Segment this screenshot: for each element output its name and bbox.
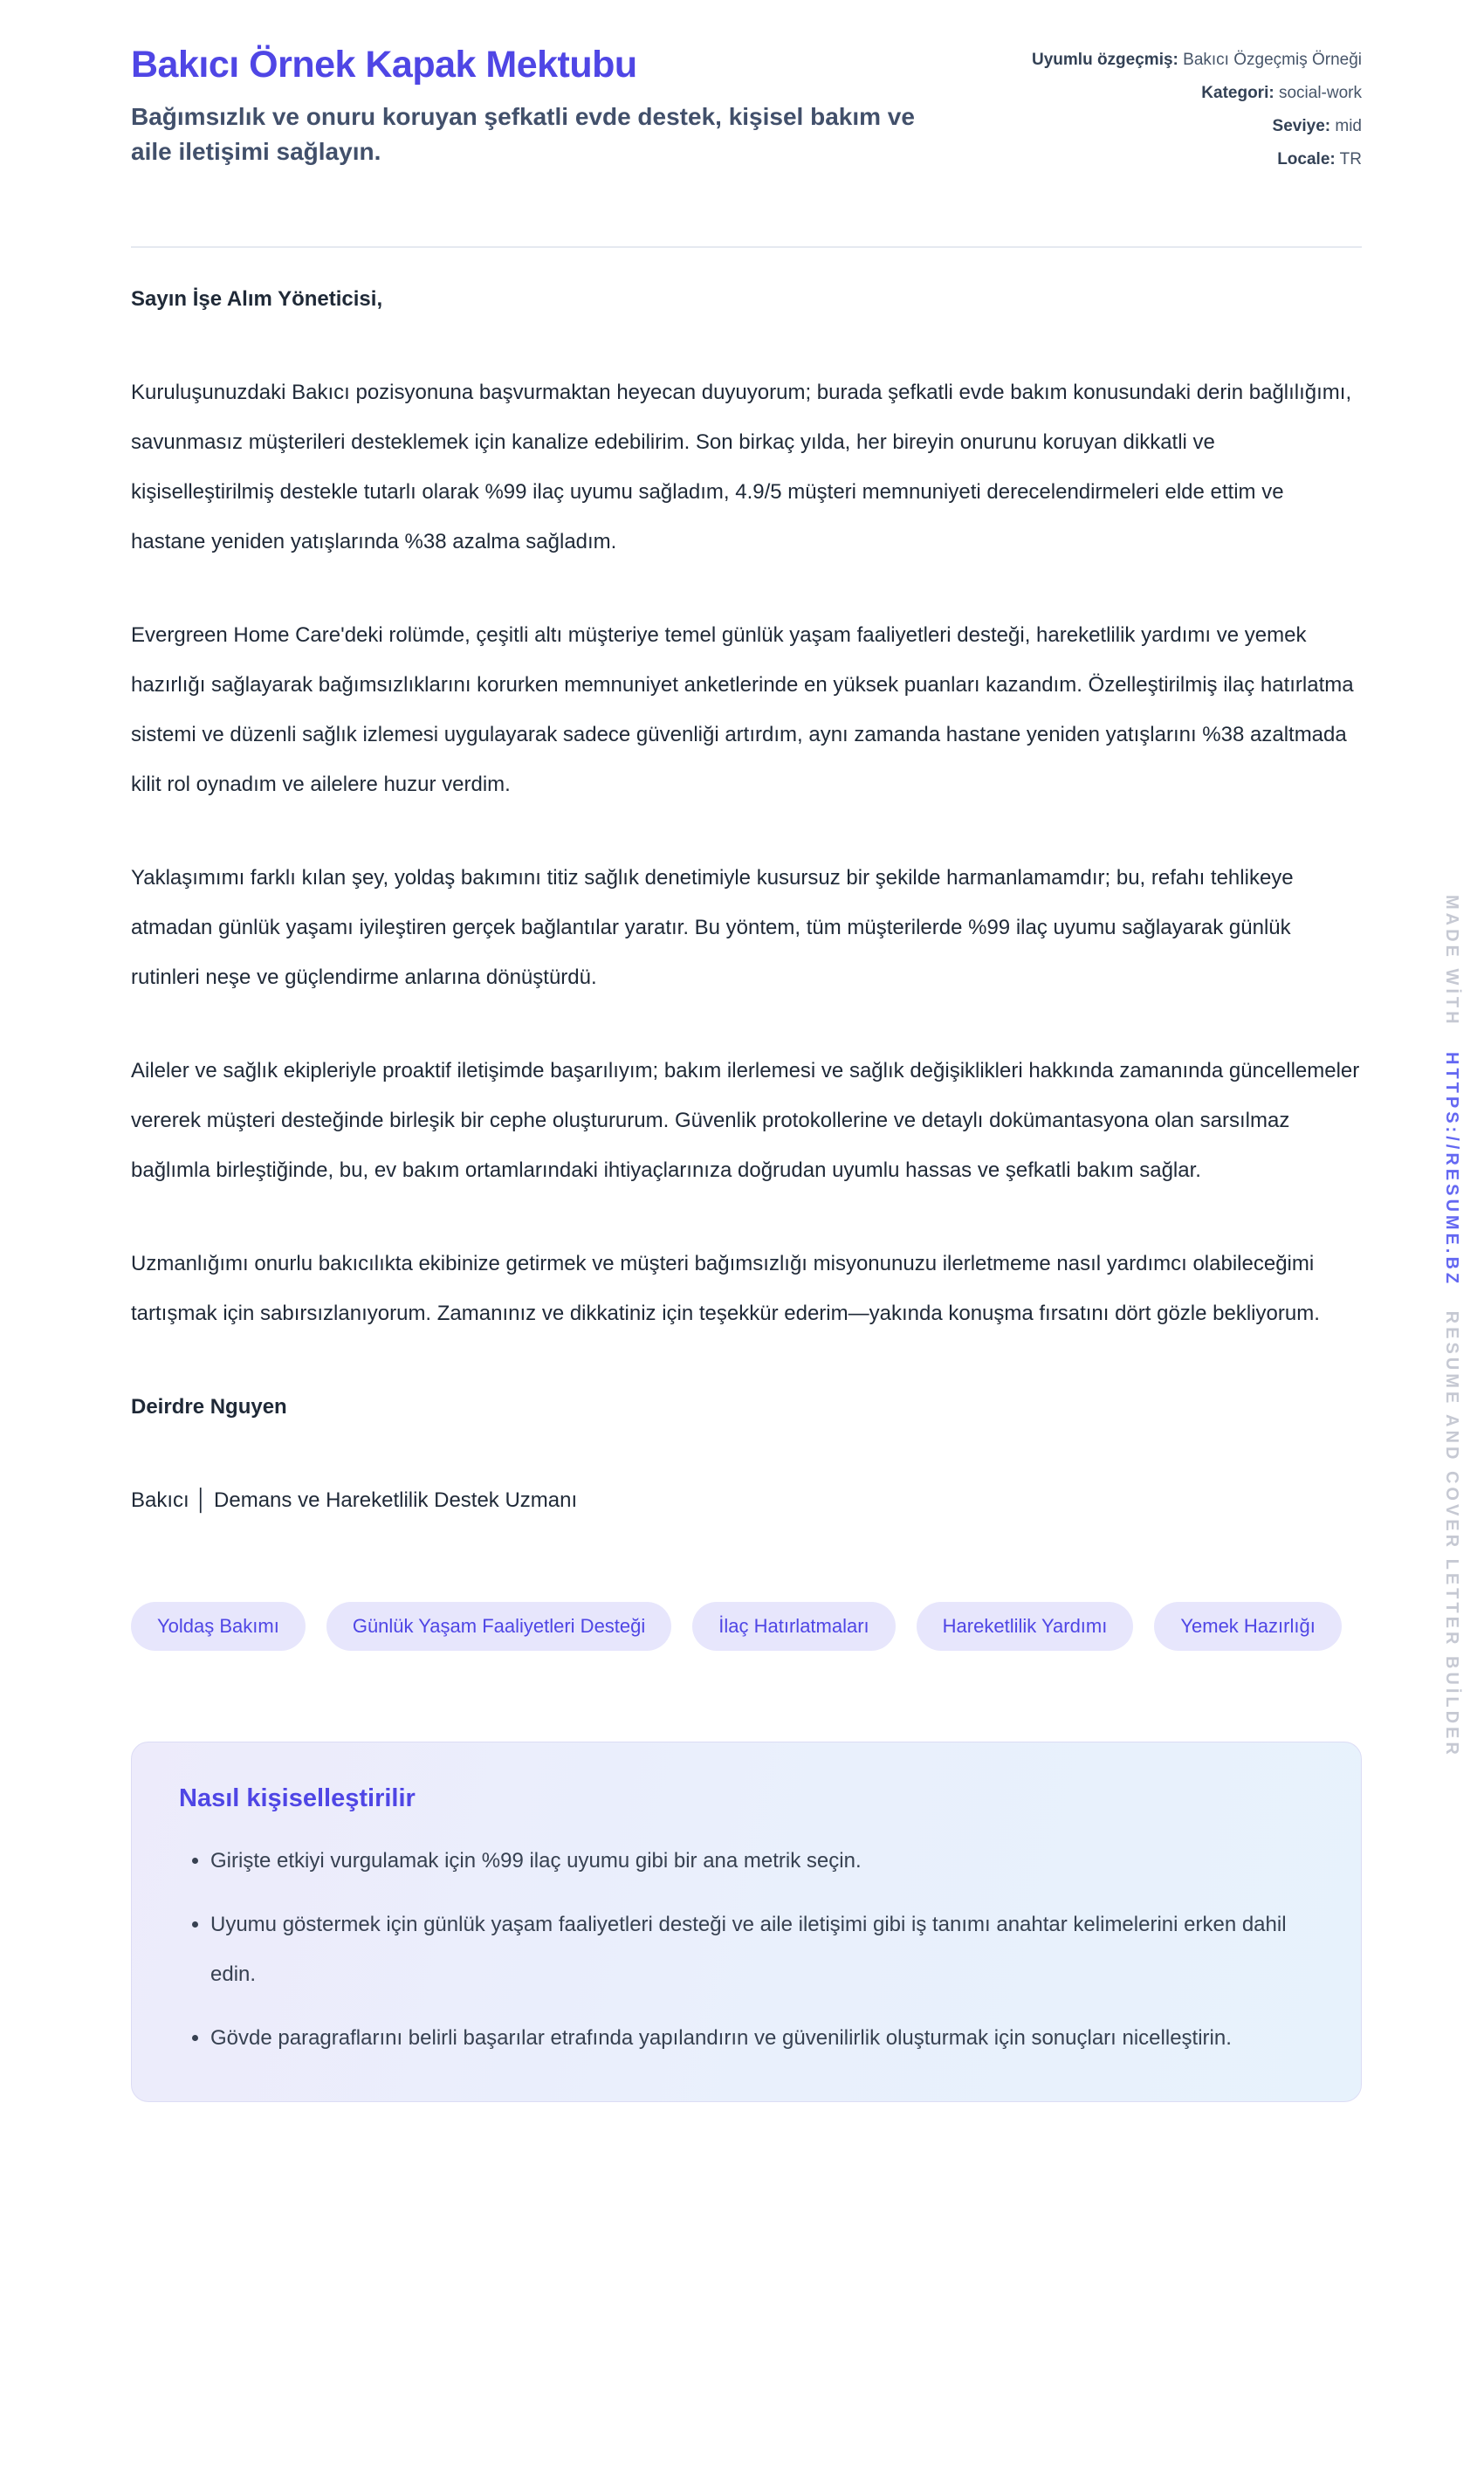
cover-letter-body [131, 274, 1362, 1525]
meta-row-category [960, 77, 1362, 110]
letter-paragraph: Uzmanlığımı onurlu bakıcılıkta ekibinize getirmek ve müşteri bağımsızlığı misyonunuzu ilerletmeme nasıl yardımcı olabileceğimi tartışmak için sabırsızlanıyorum. Zamanınız ve dikkatiniz için teşekkür ederim—yakında konuşma fırsatını dört gözle bekliyorum. [131, 1252, 1320, 1325]
meta-value: TR [1339, 150, 1362, 168]
keyword-tags [131, 1602, 1362, 1651]
meta-value: Bakıcı Özgeçmiş Örneği [1183, 51, 1362, 69]
tag-pill[interactable]: Günlük Yaşam Faaliyetleri Desteği [326, 1602, 671, 1651]
tag-pill[interactable]: Yoldaş Bakımı [131, 1602, 306, 1651]
meta-row-level [960, 110, 1362, 143]
tag-pill[interactable]: İlaç Hatırlatmaları [692, 1602, 895, 1651]
letter-paragraph: Evergreen Home Care'deki rolümde, çeşitli altı müşteriye temel günlük yaşam faaliyetleri desteği, hareketlilik yardımı ve yemek hazırlığı sağlayarak bağımsızlıklarını korurken memnuniyet anketlerinde en yüksek puanları kazandım. Özelleştirilmiş ilaç hatırlatma sistemi ve düzenli sağlık izlemesi uygulayarak sadece güvenliği artırdım, aynı zamanda hastane yeniden yatışlarını %38 azaltmada kilit rol oynadım ve ailelere huzur verdim. [131, 623, 1354, 796]
header-divider [131, 246, 1362, 248]
signature-role: Bakıcı │ Demans ve Hareketlilik Destek Uzmanı [131, 1488, 578, 1512]
meta-value: social-work [1278, 84, 1362, 102]
letter-paragraph: Yaklaşımımı farklı kılan şey, yoldaş bakımını titiz sağlık denetimiyle kusursuz bir şekilde harmanlamamdır; bu, refahı tehlikeye atmadan günlük yaşamı iyileştiren gerçek bağlantılar yaratır. Bu yöntem, tüm müşterilerde %99 ilaç uyumu sağlayarak günlük rutinleri neşe ve güçlendirme anlarına dönüştürdü. [131, 866, 1294, 989]
letter-paragraph: Aileler ve sağlık ekipleriyle proaktif iletişimde başarılıyım; bakım ilerlemesi ve sağlık değişiklikleri hakkında zamanında güncellemeler vererek müşteri desteğinde birleşik bir cephe oluştururum. Güvenlik protokollerine ve detaylı dokümantasyona olan sarsılmaz bağlımla birleştiğinde, bu, ev bakım ortamlarındaki ihtiyaçlarınıza doğrudan uyumlu hassas ve şefkatli bakım sağlar. [131, 1059, 1360, 1182]
meta-label: Kategori: [1201, 84, 1274, 102]
watermark-suffix: RESUME AND COVER LETTER BUİLDER [1442, 1310, 1461, 1758]
meta-label: Locale: [1277, 150, 1336, 168]
meta-label: Seviye: [1272, 117, 1331, 135]
signature-name: Deirdre Nguyen [131, 1395, 287, 1419]
tips-list [179, 1836, 1314, 2063]
resume-bz-link[interactable]: HTTPS://RESUME.BZ [1442, 1051, 1461, 1287]
page-subtitle: Bağımsızlık ve onuru koruyan şefkatli evde destek, kişisel bakım ve aile iletişimi sağlayın. [131, 103, 915, 166]
tag-pill[interactable]: Yemek Hazırlığı [1154, 1602, 1341, 1651]
tag-pill[interactable]: Hareketlilik Yardımı [917, 1602, 1134, 1651]
personalization-tips-card [131, 1742, 1362, 2102]
meta-label: Uyumlu özgeçmiş: [1032, 51, 1178, 69]
tips-card-title: Nasıl kişiselleştirilir [179, 1784, 416, 1812]
meta-row-matching-resume [960, 44, 1362, 77]
meta-row-locale [960, 143, 1362, 176]
page-header [131, 44, 1362, 176]
made-with-watermark [1441, 895, 1461, 1758]
tip-item: • Gövde paragraflarını belirli başarılar etrafında yapılandırın ve güvenilirlik oluşturmak için sonuçları nicelleştirin. [210, 2013, 1293, 2063]
page-title: Bakıcı Örnek Kapak Mektubu [131, 44, 637, 86]
meta-panel [960, 44, 1362, 176]
tip-item: • Uyumu göstermek için günlük yaşam faaliyetleri desteği ve aile iletişimi gibi iş tanımı anahtar kelimelerini erken dahil edin. [210, 1900, 1293, 1999]
meta-value: mid [1335, 117, 1362, 135]
letter-greeting: Sayın İşe Alım Yöneticisi, [131, 287, 383, 311]
letter-paragraph: Kuruluşunuzdaki Bakıcı pozisyonuna başvurmaktan heyecan duyuyorum; burada şefkatli evde bakım konusundaki derin bağlılığımı, savunmasız müşterileri desteklemek için kanalize edebilirim. Son birkaç yılda, her bireyin onurunu koruyan dikkatli ve kişiselleştirilmiş destekle tutarlı olarak %99 ilaç uyumu sağladım, 4.9/5 müşteri memnuniyeti derecelendirmeleri elde ettim ve hastane yeniden yatışlarında %38 azalma sağladım. [131, 381, 1352, 553]
title-block [131, 44, 925, 169]
watermark-prefix: MADE WİTH [1442, 895, 1461, 1027]
tip-item: • Girişte etkiyi vurgulamak için %99 ilaç uyumu gibi bir ana metrik seçin. [210, 1836, 1293, 1886]
